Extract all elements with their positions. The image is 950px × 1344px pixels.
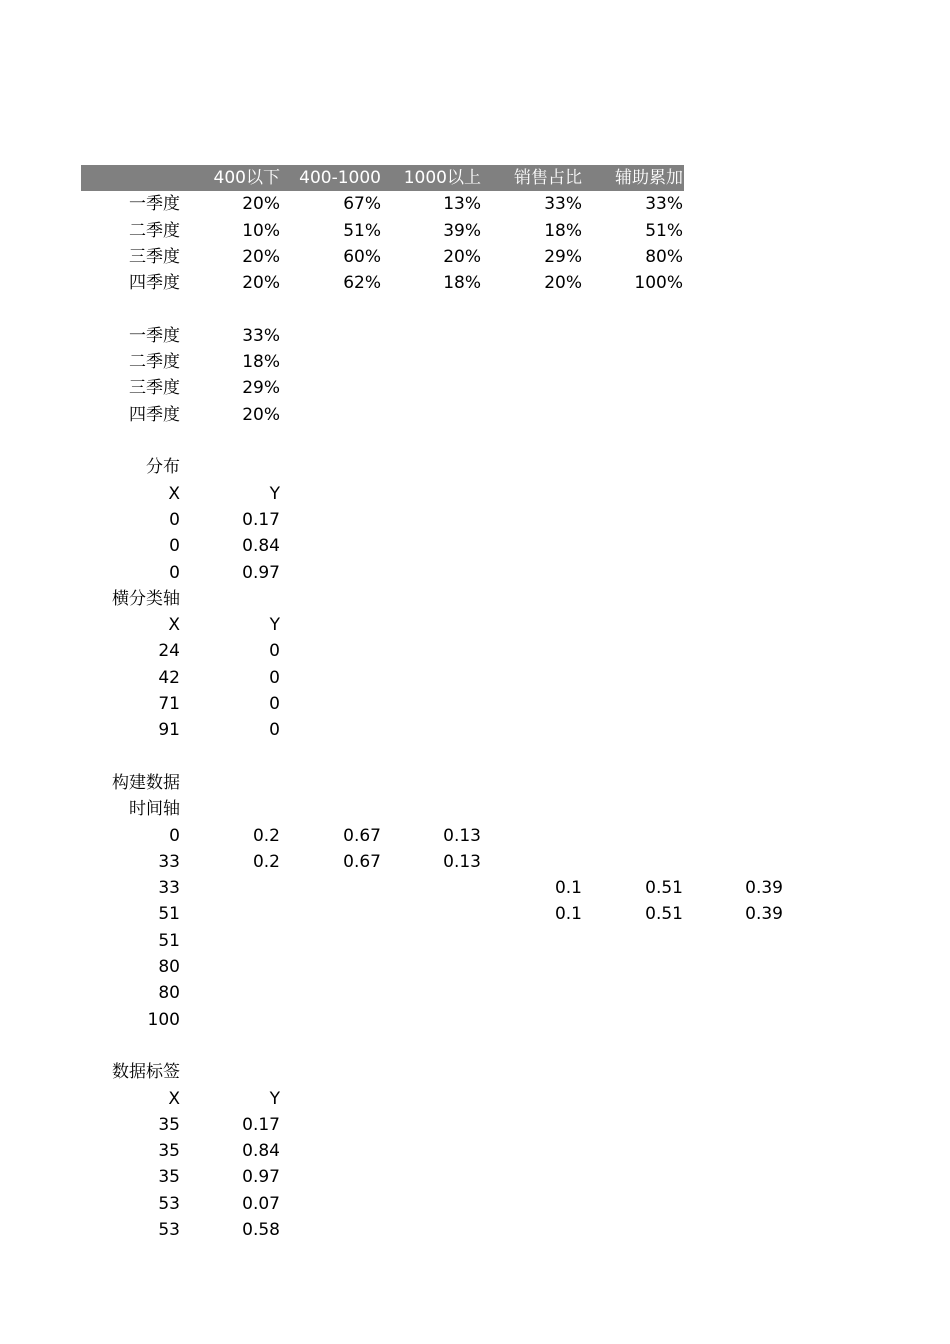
sheet-cell[interactable]: 100% <box>634 273 683 294</box>
sheet-cell[interactable]: 二季度 <box>129 220 180 241</box>
sheet-cell[interactable]: 0 <box>269 667 280 688</box>
sheet-cell[interactable]: 0.39 <box>745 878 783 899</box>
xy-header-row <box>0 481 950 507</box>
sheet-cell[interactable]: 33% <box>645 194 683 215</box>
share-row <box>0 323 950 349</box>
sheet-cell[interactable]: 0 <box>269 694 280 714</box>
category-axis-row <box>0 717 950 743</box>
sheet-cell[interactable]: Y <box>269 1088 280 1109</box>
sheet-cell[interactable]: 80 <box>158 957 180 977</box>
section-title-row <box>0 1059 950 1085</box>
sheet-cell[interactable]: 0 <box>169 562 180 583</box>
sheet-cell[interactable]: 0.84 <box>242 1141 280 1162</box>
sheet-cell[interactable]: 35 <box>158 1114 180 1135</box>
column-header-cell[interactable]: 400-1000 <box>299 168 381 188</box>
sheet-cell[interactable]: 四季度 <box>129 404 180 425</box>
sheet-cell[interactable]: 构建数据 <box>112 772 180 793</box>
sheet-cell[interactable]: 18% <box>544 220 582 241</box>
sheet-cell[interactable]: Y <box>269 615 280 636</box>
sheet-cell[interactable]: 0.1 <box>554 904 582 925</box>
sheet-cell[interactable]: 10% <box>242 220 280 241</box>
data-label-row <box>0 1164 950 1190</box>
sheet-cell[interactable]: 一季度 <box>129 194 180 215</box>
xy-header-row <box>0 612 950 638</box>
column-header-cell[interactable]: 1000以上 <box>403 168 481 188</box>
section-title-row <box>0 770 950 796</box>
sheet-cell[interactable]: 0.1 <box>554 878 582 899</box>
sheet-cell[interactable]: 0.67 <box>343 851 381 872</box>
sheet-cell[interactable]: 横分类轴 <box>112 588 180 609</box>
sheet-cell[interactable]: 71 <box>158 694 180 714</box>
sheet-cell[interactable]: 20% <box>544 273 582 294</box>
data-label-row <box>0 1138 950 1164</box>
sheet-cell[interactable]: 24 <box>158 641 180 662</box>
section-subtitle-row <box>0 796 950 822</box>
column-header-cell[interactable]: 辅助累加 <box>615 168 683 188</box>
sheet-cell[interactable]: 51% <box>343 220 381 241</box>
sheet-cell[interactable]: 91 <box>158 720 180 741</box>
sheet-cell[interactable]: 二季度 <box>129 352 180 373</box>
sheet-cell[interactable]: 0.39 <box>745 904 783 925</box>
build-data-row <box>0 875 950 901</box>
sheet-cell[interactable]: 80% <box>645 246 683 267</box>
data-label-row <box>0 1217 950 1243</box>
sheet-cell[interactable]: 0 <box>269 720 280 741</box>
sheet-cell[interactable]: 18% <box>242 352 280 373</box>
sheet-cell[interactable]: 80 <box>158 983 180 1004</box>
sheet-cell[interactable]: 数据标签 <box>112 1062 180 1083</box>
build-data-row <box>0 823 950 849</box>
distribution-row <box>0 533 950 559</box>
sheet-cell[interactable]: 0.97 <box>242 1167 280 1188</box>
data-label-row <box>0 1112 950 1138</box>
sheet-cell[interactable]: 35 <box>158 1167 180 1188</box>
sheet-cell[interactable]: 0.51 <box>645 904 683 925</box>
sheet-cell[interactable]: 时间轴 <box>129 799 180 820</box>
sheet-cell[interactable]: 0 <box>169 509 180 530</box>
share-row <box>0 349 950 375</box>
sheet-cell[interactable]: 四季度 <box>129 273 180 294</box>
sheet-cell[interactable]: Y <box>269 483 280 504</box>
sheet-cell[interactable]: 42 <box>158 667 180 688</box>
summary-row <box>0 244 950 270</box>
sheet-cell[interactable]: 0.97 <box>242 562 280 583</box>
share-row <box>0 402 950 428</box>
sheet-cell[interactable]: 67% <box>343 194 381 215</box>
sheet-cell[interactable]: 0.84 <box>242 536 280 557</box>
sheet-cell[interactable]: 29% <box>242 378 280 399</box>
sheet-cell[interactable]: 0.2 <box>252 825 280 846</box>
sheet-cell[interactable]: 60% <box>343 246 381 267</box>
summary-header-row <box>0 165 950 191</box>
sheet-cell[interactable]: X <box>168 615 180 636</box>
sheet-cell[interactable]: X <box>168 1088 180 1109</box>
build-data-row <box>0 901 950 927</box>
sheet-cell[interactable]: 33 <box>158 878 180 899</box>
sheet-cell[interactable]: 一季度 <box>129 325 180 346</box>
sheet-cell[interactable]: 0 <box>169 825 180 846</box>
sheet-cell[interactable]: 20% <box>443 246 481 267</box>
sheet-cell[interactable]: 三季度 <box>129 246 180 267</box>
build-data-row <box>0 1007 950 1033</box>
sheet-cell[interactable]: 20% <box>242 404 280 425</box>
column-header-cell[interactable]: 销售占比 <box>514 168 582 188</box>
sheet-cell[interactable]: 33% <box>242 325 280 346</box>
sheet-cell[interactable]: 0.67 <box>343 825 381 846</box>
sheet-cell[interactable]: 100 <box>147 1009 180 1030</box>
sheet-cell[interactable]: 0.13 <box>443 825 481 846</box>
sheet-cell[interactable]: 20% <box>242 273 280 294</box>
sheet-cell[interactable]: 0.13 <box>443 851 481 872</box>
sheet-cell[interactable]: 0.58 <box>242 1220 280 1240</box>
column-header-cell[interactable]: 400以下 <box>213 168 280 188</box>
sheet-cell[interactable]: 53 <box>158 1220 180 1240</box>
summary-row <box>0 218 950 244</box>
sheet-cell[interactable]: 20% <box>242 194 280 215</box>
summary-row <box>0 270 950 296</box>
section-title-row <box>0 586 950 612</box>
section-title-row <box>0 454 950 480</box>
sheet-cell[interactable]: 35 <box>158 1141 180 1162</box>
build-data-row <box>0 849 950 875</box>
sheet-cell[interactable]: X <box>168 483 180 504</box>
distribution-row <box>0 507 950 533</box>
sheet-cell[interactable]: 0.17 <box>242 509 280 530</box>
xy-header-row <box>0 1086 950 1112</box>
sheet-cell[interactable]: 51% <box>645 220 683 241</box>
data-label-row <box>0 1191 950 1217</box>
sheet-cell[interactable]: 33% <box>544 194 582 215</box>
category-axis-row <box>0 691 950 717</box>
sheet-cell[interactable]: 0.17 <box>242 1114 280 1135</box>
sheet-cell[interactable]: 51 <box>158 930 180 951</box>
share-row <box>0 375 950 401</box>
sheet-cell[interactable]: 62% <box>343 273 381 294</box>
sheet-cell[interactable]: 53 <box>158 1193 180 1214</box>
sheet-cell[interactable]: 51 <box>158 904 180 925</box>
sheet-cell[interactable]: 39% <box>443 220 481 241</box>
sheet-cell[interactable]: 分布 <box>146 457 180 478</box>
distribution-row <box>0 560 950 586</box>
category-axis-row <box>0 638 950 664</box>
sheet-cell[interactable]: 0.2 <box>252 851 280 872</box>
build-data-row <box>0 928 950 954</box>
sheet-cell[interactable]: 20% <box>242 246 280 267</box>
sheet-cell[interactable]: 18% <box>443 273 481 294</box>
build-data-row <box>0 954 950 980</box>
sheet-cell[interactable]: 29% <box>544 246 582 267</box>
sheet-cell[interactable]: 0.07 <box>242 1193 280 1214</box>
sheet-cell[interactable]: 33 <box>158 851 180 872</box>
summary-row <box>0 191 950 217</box>
sheet-cell[interactable]: 三季度 <box>129 378 180 399</box>
sheet-cell[interactable]: 13% <box>443 194 481 215</box>
build-data-row <box>0 980 950 1006</box>
category-axis-row <box>0 665 950 691</box>
sheet-cell[interactable]: 0 <box>169 536 180 557</box>
sheet-cell[interactable]: 0 <box>269 641 280 662</box>
sheet-cell[interactable]: 0.51 <box>645 878 683 899</box>
